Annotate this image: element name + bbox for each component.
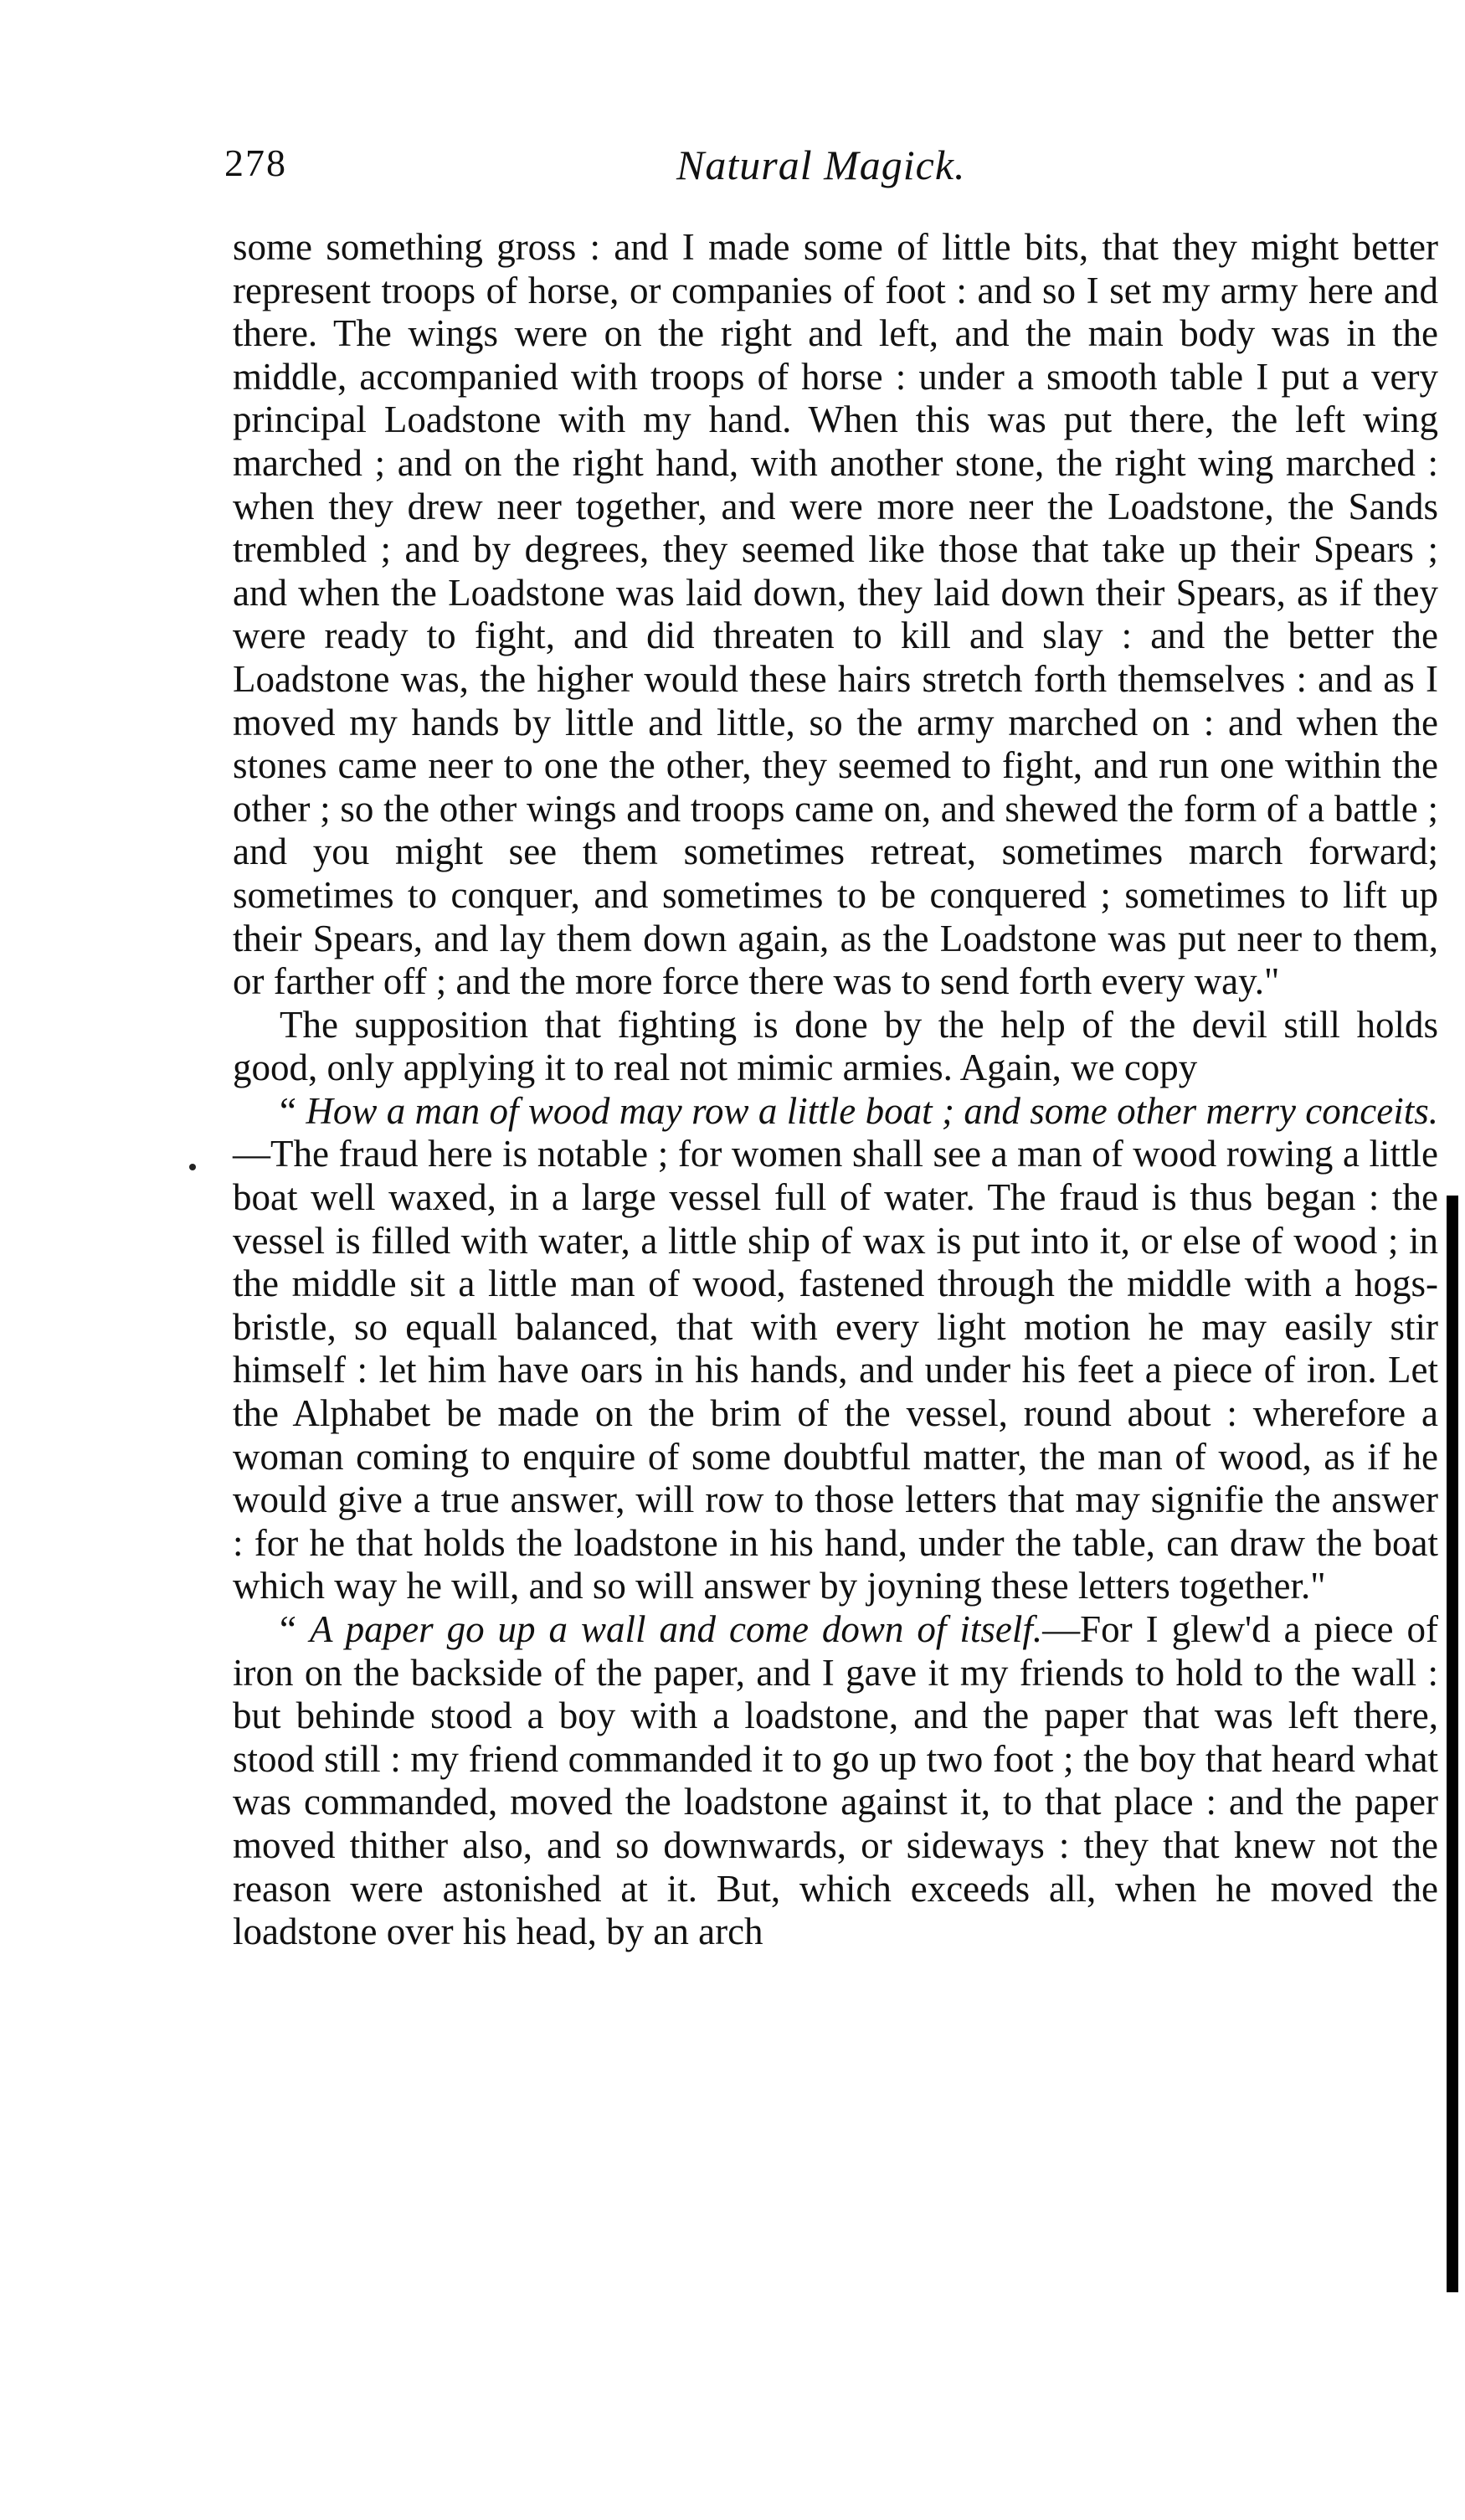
paragraph-army-loadstone: some something gross : and I made some of little bits, that they might better represent troops of horse, or companies of foot : and so I set my army here and there. The wings were on the right and left, and the main body was in the middle, accompanied with troops of horse : under a smooth table I put a very principal Loadstone with my hand. When this was put there, the left wing marched ; and on the right hand, with another stone, the right wing marched : when they drew neer together, and were more neer the Loadstone, the Sands trembled ; and by degrees, they seemed like those that take up their Spears ; and when the Loadstone was laid down, they laid down their Spears, as if they were ready to fight, and did threaten to kill and slay : and the better the Loadstone was, the higher would these hairs stretch forth themselves : and as I moved my hands by little and little, so the army marched on : and when the stones came neer to one the other, they seemed to fight, and run one within the other ; so the other wings and troops came on, and shewed the form of a battle ; and you might see them sometimes retreat, sometimes march forward; sometimes to conquer, and sometimes to be conquered ; sometimes to lift up their Spears, and lay them down again, as the Loadstone was put neer to them, or farther off ; and the more force there was to send forth every way." <box>233 226 1438 1003</box>
running-title: Natural Magick. <box>676 141 966 188</box>
body-text <box>233 226 1438 1954</box>
page-number: 278 <box>224 141 287 184</box>
margin-mark <box>189 1164 196 1170</box>
running-head <box>224 141 1413 199</box>
paragraph-paper-wall-text: —For I glew'd a piece of iron on the backside of the paper, and I gave it my friends to hold to the wall : but behinde stood a boy with a loadstone, and the paper that was left there, stood still : my friend commanded it to go up two foot ; the boy that heard what was commanded, moved the loadstone against it, to that place : and the paper moved thither also, and so downwards, or sideways : they that knew not the reason were astonished at it. But, which exceeds all, when he moved the loadstone over his head, by an arch <box>233 1608 1438 1953</box>
margin-rule <box>1447 1196 1458 2292</box>
paragraph-man-of-wood: “ How a man of wood may row a little boat ; and some other merry conceits.—The fraud here is notable ; for women shall see a man of wood rowing a little boat well waxed, in a large vessel full of water. The fraud is thus began : the vessel is filled with water, a little ship of wax is put into it, or else of wood ; in the middle sit a little man of wood, fastened through the middle with a hogs-bristle, so equall balanced, that with every light motion he may easily stir himself : let him have oars in his hands, and under his feet a piece of iron. Let the Alphabet be made on the brim of the vessel, round about : wherefore a woman coming to enquire of some doubtful matter, the man of wood, as if he would give a true answer, will row to those letters that may signifie the answer : for he that holds the loadstone in his hand, under the table, can draw the boat which way he will, and so will answer by joyning these letters together." <box>233 1089 1438 1607</box>
paragraph-paper-wall-title: A paper go up a wall and come down of itself. <box>309 1608 1043 1650</box>
paragraph-paper-wall: “ A paper go up a wall and come down of itself.—For I glew'd a piece of iron on the backside of the paper, and I gave it my friends to hold to the wall : but behinde stood a boy with a loadstone, and the paper that was left there, stood still : my friend commanded it to go up two foot ; the boy that heard what was commanded, moved the loadstone against it, to that place : and the paper moved thither also, and so downwards, or sideways : they that knew not the reason were astonished at it. But, which exceeds all, when he moved the loadstone over his head, by an arch <box>233 1608 1438 1953</box>
paragraph-man-of-wood-text: —The fraud here is notable ; for women shall see a man of wood rowing a little boat well waxed, in a large vessel full of water. The fraud is thus began : the vessel is filled with water, a little ship of wax is put into it, or else of wood ; in the middle sit a little man of wood, fastened through the middle with a hogs-bristle, so equall balanced, that with every light motion he may easily stir himself : let him have oars in his hands, and under his feet a piece of iron. Let the Alphabet be made on the brim of the vessel, round about : wherefore a woman coming to enquire of some doubtful matter, the man of wood, as if he would give a true answer, will row to those letters that may signifie the answer : for he that holds the loadstone in his hand, under the table, can draw the boat which way he will, and so will answer by joyning these letters together." <box>233 1133 1438 1607</box>
paragraph-man-of-wood-title: How a man of wood may row a little boat ; and some other merry conceits. <box>306 1089 1438 1132</box>
paragraph-supposition: The supposition that fighting is done by the help of the devil still holds good, only applying it to real not mimic armies. Again, we copy <box>233 1003 1438 1089</box>
